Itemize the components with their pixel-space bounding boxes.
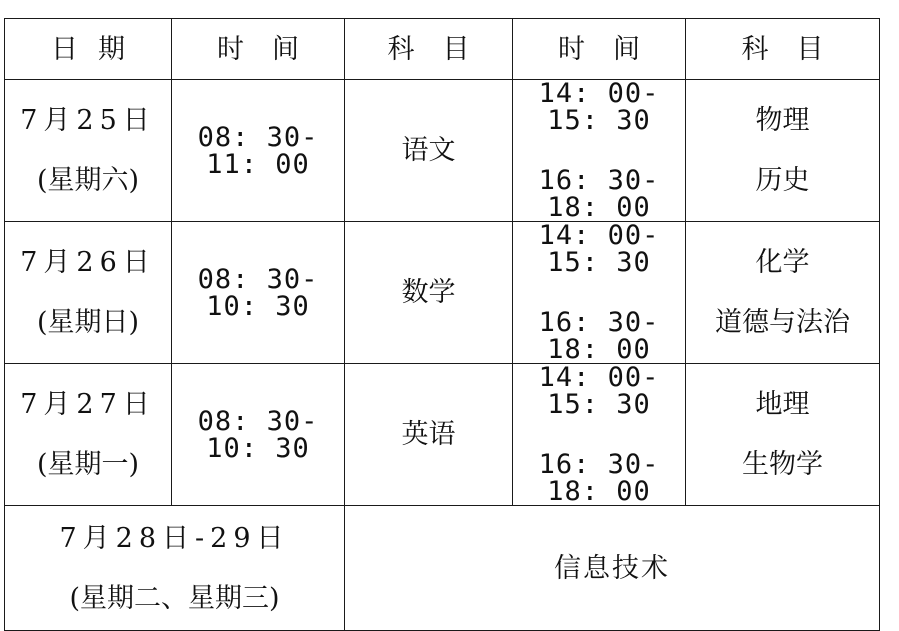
afternoon-subject-2: 道德与法治 [715,307,850,338]
afternoon-subject-1: 地理 [755,389,810,420]
afternoon-slot-1: 14: 00-15: 30 [538,362,660,420]
afternoon-time-cell [513,222,686,364]
date-cell [5,364,172,506]
date-cell [5,222,172,364]
afternoon-subject-cell [686,364,880,506]
date-range-text: 7月28日-29日 [59,522,290,554]
header-row [5,19,880,80]
date-text: 7月27日 [20,389,156,420]
afternoon-slot-1: 14: 00-15: 30 [538,220,660,278]
afternoon-slot-1: 14: 00-15: 30 [538,78,660,136]
morning-time-cell: 08: 30-11: 00 [172,80,345,222]
weekdays-text: (星期二、星期三) [69,582,280,614]
header-subject-1: 科目 [345,19,513,80]
date-cell [5,80,172,222]
morning-time-cell: 08: 30-10: 30 [172,222,345,364]
morning-time-cell: 08: 30-10: 30 [172,364,345,506]
weekday-text: (星期一) [36,449,140,480]
exam-schedule-table [4,18,880,631]
afternoon-subject-2: 生物学 [742,449,823,480]
header-subject-2: 科目 [686,19,880,80]
afternoon-time-cell [513,364,686,506]
table-row [5,364,880,506]
table-row [5,80,880,222]
weekday-text: (星期日) [36,307,140,338]
morning-subject-cell: 英语 [345,364,513,506]
morning-subject-cell: 数学 [345,222,513,364]
header-time-2: 时间 [513,19,686,80]
afternoon-subject-cell [686,222,880,364]
table-row [5,506,880,631]
afternoon-subject-2: 历史 [755,165,810,196]
date-text: 7月25日 [20,105,156,136]
afternoon-subject-1: 物理 [755,105,810,136]
afternoon-slot-2: 16: 30-18: 00 [538,165,660,223]
table-row [5,222,880,364]
afternoon-time-cell [513,80,686,222]
afternoon-slot-2: 16: 30-18: 00 [538,449,660,507]
date-text: 7月26日 [20,247,156,278]
afternoon-subject-cell [686,80,880,222]
date-range-cell [5,506,345,631]
afternoon-subject-1: 化学 [755,247,810,278]
weekday-text: (星期六) [36,165,140,196]
header-time-1: 时间 [172,19,345,80]
header-date: 日期 [5,19,172,80]
morning-subject-cell: 语文 [345,80,513,222]
info-tech-subject-cell: 信息技术 [345,506,880,631]
afternoon-slot-2: 16: 30-18: 00 [538,307,660,365]
